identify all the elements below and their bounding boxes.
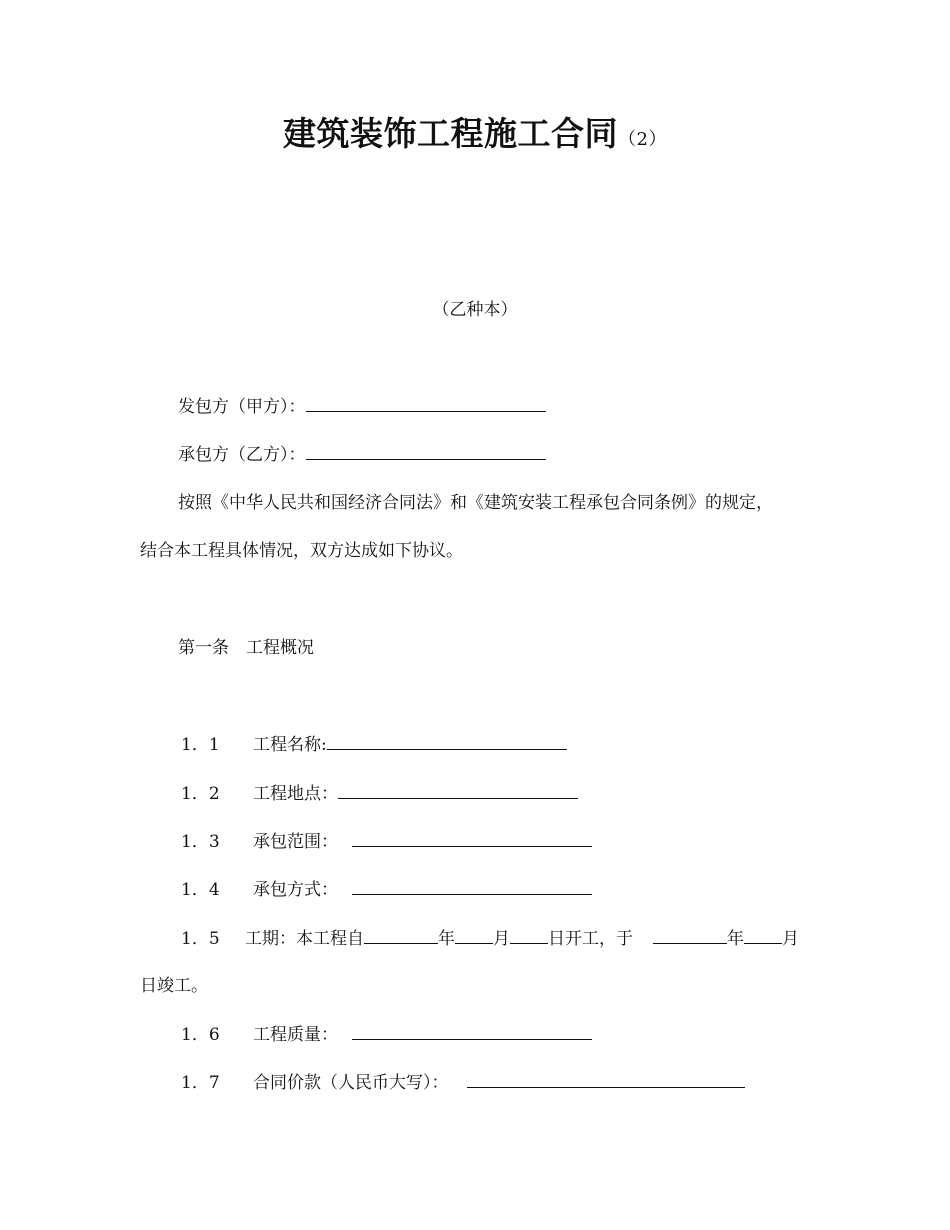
month-text: 月	[493, 929, 510, 949]
year-text: 年	[727, 929, 744, 949]
start-text: 日开工，于	[548, 929, 633, 949]
end-year-blank[interactable]	[653, 925, 727, 944]
item-number: 1．1	[181, 735, 220, 755]
edition-label: （乙种本）	[432, 300, 518, 320]
item-1-5-continuation: 日竣工。	[140, 976, 208, 996]
start-day-blank[interactable]	[510, 925, 548, 944]
start-month-blank[interactable]	[455, 925, 493, 944]
item-label: 承包方式：	[253, 880, 338, 900]
document-title	[0, 112, 950, 162]
month-text: 月	[782, 929, 799, 949]
quality-blank[interactable]	[352, 1021, 592, 1040]
title-suffix: （2）	[618, 129, 667, 150]
item-1-2	[181, 780, 578, 807]
year-text: 年	[438, 929, 455, 949]
contractor-line	[178, 441, 546, 468]
contractor-blank[interactable]	[306, 441, 546, 460]
item-label: 工程质量：	[253, 1025, 338, 1045]
item-1-4	[181, 876, 592, 903]
item-1-6	[181, 1021, 592, 1048]
item-label: 工程名称:	[253, 735, 327, 755]
project-location-blank[interactable]	[338, 780, 578, 799]
employer-line	[178, 393, 546, 420]
item-number: 1．6	[181, 1025, 220, 1045]
contractor-label: 承包方（乙方）：	[178, 445, 306, 465]
preamble-line-2: 结合本工程具体情况，双方达成如下协议。	[140, 541, 463, 561]
item-number: 1．5	[181, 929, 220, 949]
item-number: 1．2	[181, 784, 220, 804]
preamble-line-1: 按照《中华人民共和国经济合同法》和《建筑安装工程承包合同条例》的规定，	[178, 493, 773, 513]
item-label: 承包范围：	[253, 832, 338, 852]
item-1-7	[181, 1069, 745, 1096]
item-1-3	[181, 828, 592, 855]
contract-method-blank[interactable]	[352, 876, 592, 895]
item-label: 工程地点：	[253, 784, 338, 804]
item-1-5	[181, 925, 799, 952]
employer-blank[interactable]	[306, 393, 546, 412]
item-number: 1．3	[181, 832, 220, 852]
item-number: 1．7	[181, 1073, 220, 1093]
end-month-blank[interactable]	[744, 925, 782, 944]
article-1-heading: 第一条 工程概况	[178, 638, 314, 658]
item-label: 合同价款（人民币大写）：	[253, 1073, 449, 1093]
item-number: 1．4	[181, 880, 220, 900]
scope-blank[interactable]	[352, 828, 592, 847]
item-1-1	[181, 731, 567, 758]
title-main: 建筑装饰工程施工合同	[283, 114, 619, 153]
start-year-blank[interactable]	[364, 925, 438, 944]
project-name-blank[interactable]	[327, 731, 567, 750]
contract-price-blank[interactable]	[467, 1069, 745, 1088]
employer-label: 发包方（甲方）：	[178, 397, 306, 417]
item-label: 工期：本工程自	[245, 929, 364, 949]
